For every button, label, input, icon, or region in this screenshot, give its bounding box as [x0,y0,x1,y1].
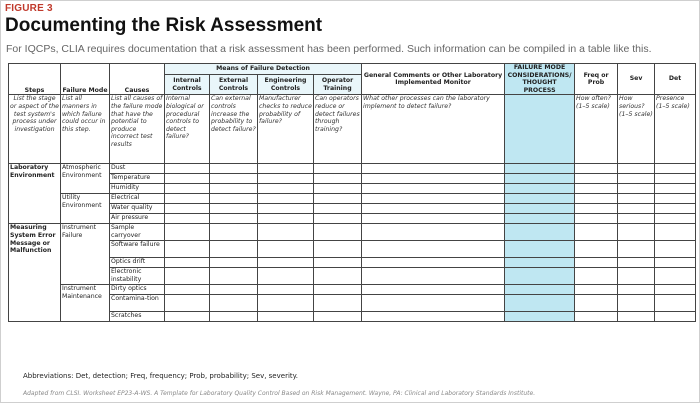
cause-cell: Sample carryover [110,224,165,241]
empty-cell [362,174,505,184]
table-row [9,204,696,214]
empty-cell [210,241,258,258]
header-freq: Freq or Prob [575,64,618,95]
empty-cell [258,312,314,322]
table-row [9,258,696,268]
empty-cell [655,312,696,322]
header-failure-mode: Failure Mode [61,64,110,95]
empty-cell [505,268,575,285]
header-operator-training: Operator Training [314,74,362,95]
header-failure-mode-considerations: FAILURE MODE CONSIDERATIONS/ THOUGHT PROCESS [505,64,575,95]
empty-cell [362,214,505,224]
empty-cell [618,241,655,258]
source-note: Adapted from CLSI. Worksheet EP23-A-WS. A Template for Laboratory Quality Control Based on Risk Management. Wayne, PA: Clinical and Laboratory Standards Institute. [23,390,536,397]
header-causes: Causes [110,64,165,95]
header-sev: Sev [618,64,655,95]
empty-cell [505,258,575,268]
empty-cell [258,204,314,214]
empty-cell [618,224,655,241]
empty-cell [314,285,362,295]
header-general-comments: General Comments or Other Laboratory Implemented Monitor [362,64,505,95]
empty-cell [505,204,575,214]
empty-cell [210,295,258,312]
empty-cell [258,268,314,285]
empty-cell [258,258,314,268]
empty-cell [618,214,655,224]
table-row [9,194,696,204]
step-cell: Measuring System Error Message or Malfunction [9,224,61,322]
empty-cell [655,174,696,184]
empty-cell [618,268,655,285]
empty-cell [655,268,696,285]
empty-cell [258,295,314,312]
empty-cell [210,285,258,295]
table-row [9,285,696,295]
empty-cell [505,184,575,194]
empty-cell [314,184,362,194]
empty-cell [210,312,258,322]
table-row [9,295,696,312]
empty-cell [210,194,258,204]
cause-cell: Dirty optics [110,285,165,295]
empty-cell [258,174,314,184]
empty-cell [210,214,258,224]
empty-cell [575,258,618,268]
desc-freq: How often? (1–5 scale) [575,95,618,164]
empty-cell [314,214,362,224]
empty-cell [575,174,618,184]
empty-cell [575,241,618,258]
empty-cell [210,258,258,268]
empty-cell [362,285,505,295]
empty-cell [575,214,618,224]
empty-cell [165,194,210,204]
empty-cell [314,258,362,268]
empty-cell [618,312,655,322]
cause-cell: Scratches [110,312,165,322]
empty-cell [165,224,210,241]
page-title: Documenting the Risk Assessment [5,15,323,36]
empty-cell [575,295,618,312]
empty-cell [165,184,210,194]
empty-cell [655,204,696,214]
empty-cell [505,174,575,184]
empty-cell [258,164,314,174]
desc-steps: List the stage or aspect of the test system's process under investigation [9,95,61,164]
empty-cell [655,164,696,174]
empty-cell [314,174,362,184]
figure-label: FIGURE 3 [5,3,53,14]
table-row [9,184,696,194]
empty-cell [258,194,314,204]
desc-internal: Internal biological or procedural controls to detect failure? [165,95,210,164]
empty-cell [258,241,314,258]
empty-cell [575,184,618,194]
desc-fmc [505,95,575,164]
empty-cell [258,285,314,295]
empty-cell [165,204,210,214]
cause-cell: Air pressure [110,214,165,224]
cause-cell: Water quality [110,204,165,214]
abbreviations-note: Abbreviations: Det, detection; Freq, frequency; Prob, probability; Sev, severity. [23,372,299,380]
table-row [9,224,696,241]
header-engineering-controls: Engineering Controls [258,74,314,95]
empty-cell [655,194,696,204]
empty-cell [210,224,258,241]
empty-cell [655,214,696,224]
empty-cell [505,295,575,312]
step-cell: Laboratory Environment [9,164,61,224]
cause-cell: Humidity [110,184,165,194]
empty-cell [258,184,314,194]
empty-cell [618,295,655,312]
empty-cell [655,184,696,194]
empty-cell [575,194,618,204]
empty-cell [258,224,314,241]
empty-cell [210,174,258,184]
empty-cell [165,164,210,174]
empty-cell [618,164,655,174]
desc-det: Presence (1–5 scale) [655,95,696,164]
empty-cell [314,204,362,214]
desc-causes: List all causes of the failure mode that have the potential to produce incorrect test results [110,95,165,164]
cause-cell: Software failure [110,241,165,258]
empty-cell [362,164,505,174]
empty-cell [575,268,618,285]
empty-cell [505,312,575,322]
cause-cell: Temperature [110,174,165,184]
empty-cell [362,241,505,258]
header-means-of-detection: Means of Failure Detection [165,64,362,75]
cause-cell: Electronic instability [110,268,165,285]
empty-cell [314,164,362,174]
table-row [9,241,696,258]
desc-sev: How serious? (1–5 scale) [618,95,655,164]
header-steps: Steps [9,64,61,95]
desc-general: What other processes can the laboratory implement to detect failure? [362,95,505,164]
empty-cell [314,224,362,241]
empty-cell [362,312,505,322]
empty-cell [210,184,258,194]
empty-cell [362,194,505,204]
empty-cell [210,268,258,285]
failure-mode-cell: Atmospheric Environment [61,164,110,194]
empty-cell [362,204,505,214]
empty-cell [165,241,210,258]
empty-cell [618,204,655,214]
empty-cell [575,285,618,295]
empty-cell [618,285,655,295]
desc-failure-mode: List all manners in which failure could occur in this step. [61,95,110,164]
desc-external: Can external controls increase the probability to detect failure? [210,95,258,164]
empty-cell [655,285,696,295]
table-row [9,214,696,224]
empty-cell [655,241,696,258]
empty-cell [505,224,575,241]
empty-cell [165,268,210,285]
empty-cell [314,312,362,322]
empty-cell [258,214,314,224]
empty-cell [575,312,618,322]
cause-cell: Dust [110,164,165,174]
desc-engineering: Manufacturer checks to reduce probability of failure? [258,95,314,164]
risk-assessment-table [8,63,696,322]
empty-cell [618,258,655,268]
empty-cell [575,164,618,174]
failure-mode-cell: Utility Environment [61,194,110,224]
empty-cell [165,214,210,224]
empty-cell [165,295,210,312]
empty-cell [362,184,505,194]
empty-cell [655,258,696,268]
empty-cell [505,164,575,174]
empty-cell [655,224,696,241]
empty-cell [314,295,362,312]
empty-cell [314,268,362,285]
header-external-controls: External Controls [210,74,258,95]
empty-cell [210,204,258,214]
cause-cell: Contamina-tion [110,295,165,312]
empty-cell [618,194,655,204]
empty-cell [505,214,575,224]
empty-cell [165,312,210,322]
empty-cell [165,258,210,268]
table-row [9,174,696,184]
header-det: Det [655,64,696,95]
empty-cell [362,268,505,285]
subtitle: For IQCPs, CLIA requires documentation that a risk assessment has been performed. Such information can be compiled in a table like this. [6,43,652,55]
empty-cell [165,174,210,184]
empty-cell [618,174,655,184]
empty-cell [505,194,575,204]
failure-mode-cell: Instrument Maintenance [61,285,110,322]
empty-cell [314,194,362,204]
desc-operator: Can operators reduce or detect failures through training? [314,95,362,164]
empty-cell [505,285,575,295]
table-row [9,312,696,322]
cause-cell: Electrical [110,194,165,204]
empty-cell [314,241,362,258]
empty-cell [362,224,505,241]
failure-mode-cell: Instrument Failure [61,224,110,285]
empty-cell [655,295,696,312]
empty-cell [575,204,618,214]
table-row [9,164,696,174]
empty-cell [362,295,505,312]
empty-cell [362,258,505,268]
header-internal-controls: Internal Controls [165,74,210,95]
empty-cell [505,241,575,258]
empty-cell [165,285,210,295]
empty-cell [618,184,655,194]
table-row [9,268,696,285]
cause-cell: Optics drift [110,258,165,268]
empty-cell [575,224,618,241]
empty-cell [210,164,258,174]
